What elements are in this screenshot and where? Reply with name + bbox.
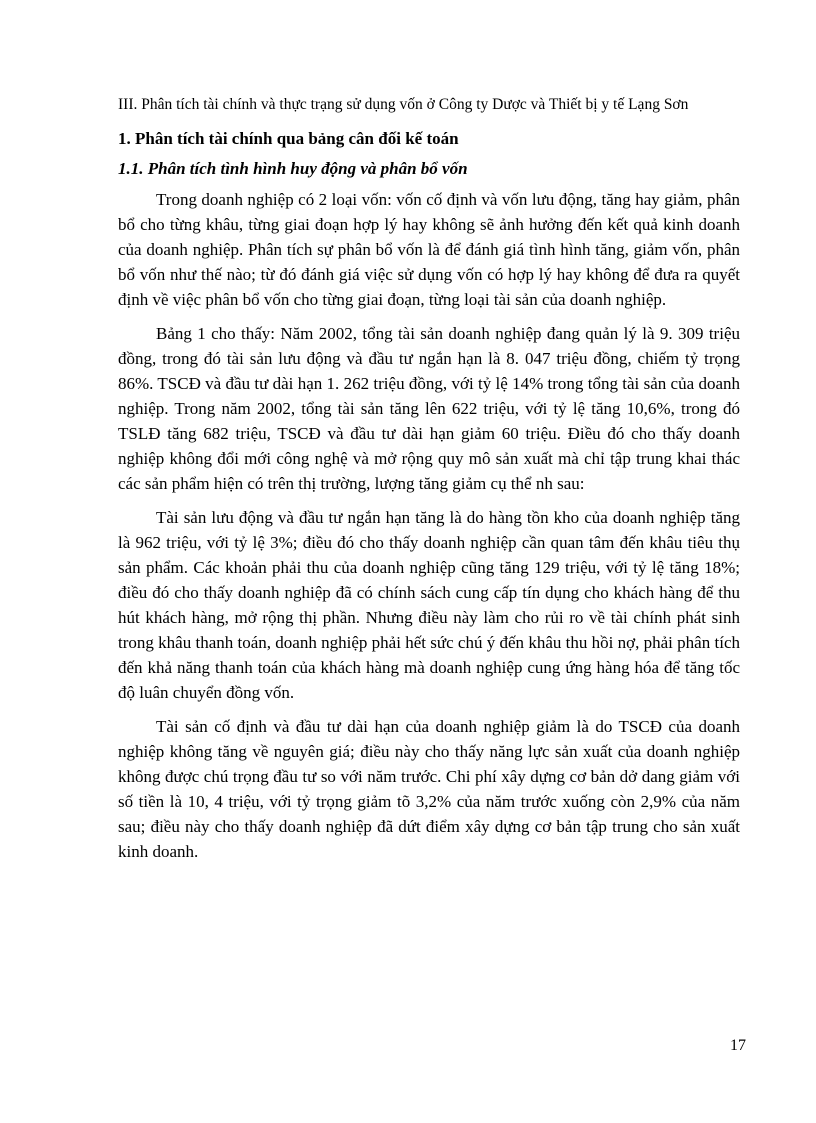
paragraph-table-1-summary: Bảng 1 cho thấy: Năm 2002, tổng tài sản doanh nghiệp đang quản lý là 9. 309 triệu đồng, trong đó tài sản lưu động và đầu tư ngắn hạn là 8. 047 triệu đồng, chiếm tỷ trọng 86%. TSCĐ và đầu tư dài hạn 1. 262 triệu đồng, với tỷ lệ 14% trong tổng tài sản của doanh nghiệp. Trong năm 2002, tổng tài sản tăng lên 622 triệu, với tỷ lệ tăng 10,6%, trong đó TSLĐ tăng 682 triệu, TSCĐ và đầu tư dài hạn giảm 60 triệu. Điều đó cho thấy doanh nghiệp không đổi mới công nghệ và mở rộng quy mô sản xuất mà chỉ tập trung khai thác các sản phẩm hiện có trên thị trường, lượng tăng giảm cụ thể nh sau: xyxy=(118,324,740,493)
paragraph-fixed-assets: Tài sản cố định và đầu tư dài hạn của doanh nghiệp giảm là do TSCĐ của doanh nghiệp không tăng về nguyên giá; điều này cho thấy năng lực sản xuất của doanh nghiệp không được chú trọng đầu tư so với năm trước. Chi phí xây dựng cơ bản dở dang giảm với số tiền là 10, 4 triệu, với tỷ trọng giảm tõ 3,2% của năm trước xuống còn 2,9% của năm sau; điều này cho thấy doanh nghiệp đã dứt điểm xây dựng cơ bản tập trung cho sản xuất kinh doanh. xyxy=(118,717,740,861)
paragraph-capital-types: Trong doanh nghiệp có 2 loại vốn: vốn cố định và vốn lưu động, tăng hay giảm, phân bổ cho từng khâu, từng giai đoạn hợp lý hay không sẽ ảnh hưởng đến kết quả kinh doanh của doanh nghiệp. Phân tích sự phân bổ vốn là để đánh giá tình hình tăng, giảm vốn, phân bổ vốn như thế nào; từ đó đánh giá việc sử dụng vốn có hợp lý hay không để đưa ra quyết định về việc phân bổ vốn cho từng giai đoạn, từng loại tài sản của doanh nghiệp. xyxy=(118,190,740,309)
section-title: III. Phân tích tài chính và thực trạng sử dụng vốn ở Công ty Dược và Thiết bị y tế Lạng Sơn xyxy=(118,96,689,113)
heading-capital-allocation: 1.1. Phân tích tình hình huy động và phân bổ vốn xyxy=(118,159,468,178)
heading-financial-analysis: 1. Phân tích tài chính qua bảng cân đối kế toán xyxy=(118,129,459,148)
paragraph-current-assets: Tài sản lưu động và đầu tư ngắn hạn tăng là do hàng tồn kho của doanh nghiệp tăng là 962 triệu, với tỷ lệ 3%; điều đó cho thấy doanh nghiệp cần quan tâm đến khâu tiêu thụ sản phẩm. Các khoản phải thu của doanh nghiệp cũng tăng 129 triệu, với tỷ lệ tăng 18%; điều đó cho thấy doanh nghiệp đã có chính sách cung cấp tín dụng cho khách hàng để thu hút khách hàng, mở rộng thị phần. Nhưng điều này làm cho rủi ro về tài chính phát sinh trong khâu thanh toán, doanh nghiệp phải hết sức chú ý đến khâu thu hồi nợ, phải phân tích đến khả năng thanh toán của khách hàng mà doanh nghiệp cung ứng hàng hóa để tăng tốc độ luân chuyển đồng vốn. xyxy=(118,508,740,702)
document-body xyxy=(118,93,740,873)
page-number: 17 xyxy=(730,1037,746,1054)
